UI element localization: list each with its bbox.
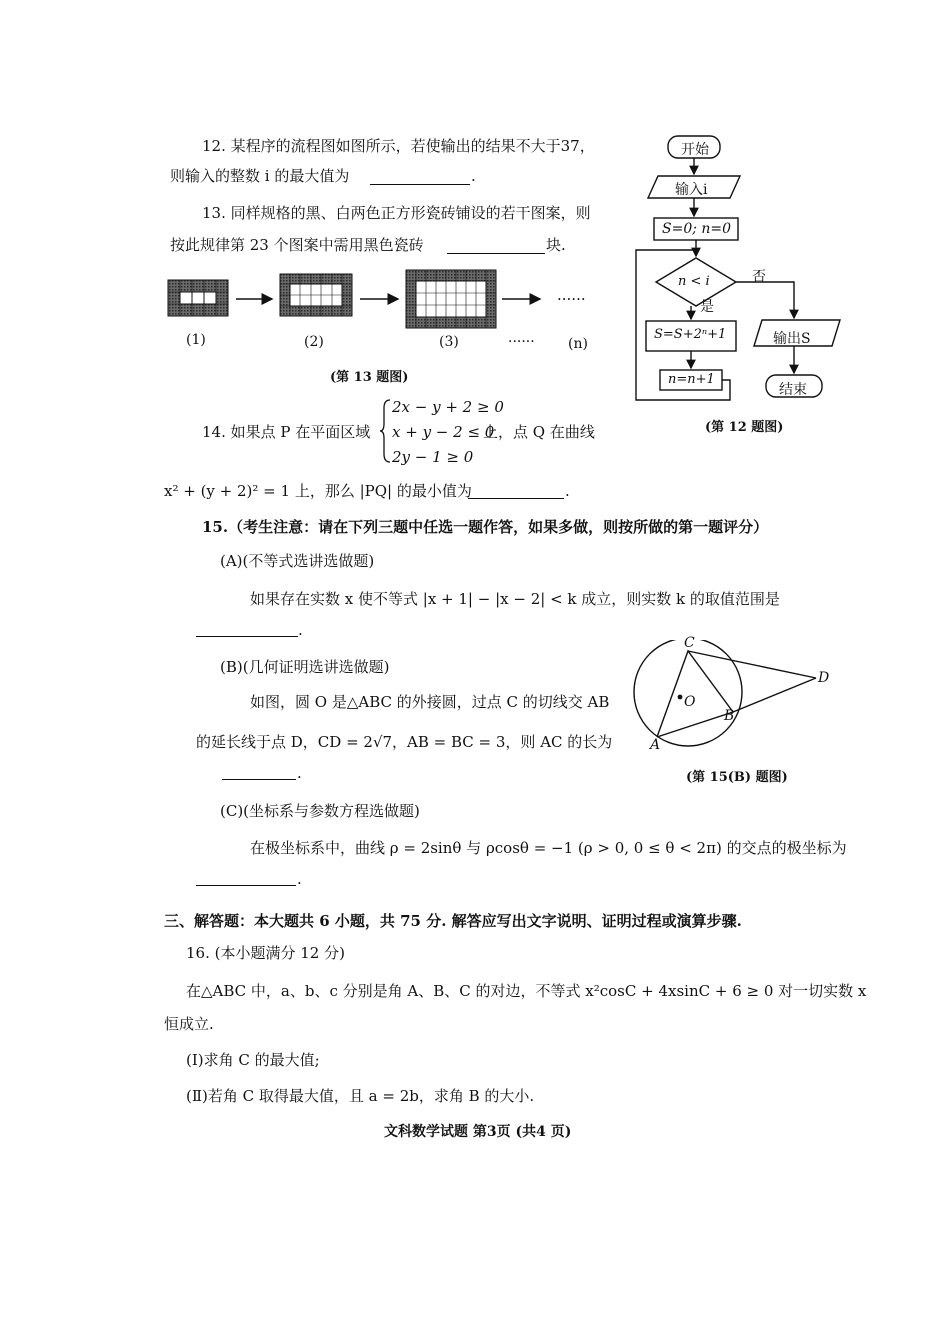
tile-pattern-3 <box>406 270 496 328</box>
flow-input-label: 输入i <box>675 182 708 198</box>
tile-dots: ······ <box>557 290 586 308</box>
fig-label-d: D <box>818 670 830 686</box>
flow-end-label: 结束 <box>779 382 807 398</box>
center-o-dot <box>678 695 683 700</box>
circle-geometry-figure <box>628 640 850 760</box>
fig-label-c: C <box>684 635 695 651</box>
q13-line2: 按此规律第 23 个图案中需用黑色瓷砖 <box>170 236 424 254</box>
q12-line1: 12. 某程序的流程图如图所示，若使输出的结果不大于37， <box>202 137 595 155</box>
q16-part1: (Ⅰ)求角 C 的最大值; <box>186 1051 320 1069</box>
q16-line1: 在△ABC 中，a、b、c 分别是角 A、B、C 的对边，不等式 x²cosC + 4xsinC + 6 ≥ 0 对一切实数 x <box>186 982 867 1000</box>
q15b-text1: 如图，圆 O 是△ABC 的外接圆，过点 C 的切线交 AB <box>250 693 610 711</box>
flow-update-s-label: S=S+2ⁿ+1 <box>654 327 727 342</box>
fig-label-a: A <box>650 737 661 753</box>
circumcircle <box>634 640 742 746</box>
q13-line1: 13. 同样规格的黑、白两色正方形瓷砖铺设的若干图案，则 <box>202 204 591 222</box>
tile-pattern-1 <box>168 280 228 316</box>
tile-label-dots: ······ <box>508 334 535 350</box>
q15b-caption: (第 15(B) 题图) <box>686 770 788 785</box>
q15a-end: . <box>298 621 303 639</box>
flow-no-label: 否 <box>752 269 766 285</box>
q15b-text2: 的延长线于点 D，CD = 2√7，AB = BC = 3，则 AC 的长为 <box>196 733 613 751</box>
flow-output-label: 输出S <box>773 331 811 347</box>
q14-system-1: 2x − y + 2 ≥ 0 <box>392 398 504 416</box>
q14-brace <box>380 398 392 464</box>
flow-update-n-label: n=n+1 <box>668 372 715 387</box>
q12-line2-end: . <box>471 167 476 185</box>
tile-label-1: (1) <box>186 332 206 348</box>
tile-label-3: (3) <box>439 334 459 350</box>
q15a-title: (A)(不等式选讲选做题) <box>220 552 375 570</box>
q12-answer-blank[interactable] <box>370 184 470 185</box>
fig-label-o: O <box>684 694 696 710</box>
page-footer: 文科数学试题 第3页 (共4 页) <box>384 1124 572 1140</box>
q15c-answer-blank[interactable] <box>196 885 296 886</box>
q13-answer-blank[interactable] <box>447 253 545 254</box>
q14-prefix: 14. 如果点 P 在平面区域 <box>202 423 371 441</box>
q16-line2: 恒成立. <box>164 1015 214 1033</box>
flow-start-label: 开始 <box>681 142 709 158</box>
q15b-title: (B)(几何证明选讲选做题) <box>220 658 390 676</box>
flowchart-caption: (第 12 题图) <box>705 420 784 435</box>
q12-line2: 则输入的整数 i 的最大值为 <box>170 167 350 185</box>
flow-init-label: S=0; n=0 <box>662 221 732 237</box>
flow-yes-label: 是 <box>700 299 714 315</box>
tile-label-2: (2) <box>304 334 324 350</box>
q16-title: 16. (本小题满分 12 分) <box>186 944 345 962</box>
segment-bd <box>733 678 816 712</box>
tile-pattern-2 <box>280 274 352 316</box>
tile-patterns-figure <box>160 268 620 338</box>
fig-label-b: B <box>724 708 735 724</box>
q15a-answer-blank[interactable] <box>196 636 298 637</box>
q15-note: 15.（考生注意：请在下列三题中任选一题作答，如果多做，则按所做的第一题评分） <box>202 518 769 536</box>
section3-title: 三、解答题：本大题共 6 小题，共 75 分. 解答应写出文字说明、证明过程或演算步骤. <box>164 912 742 930</box>
q15b-answer-blank[interactable] <box>222 779 296 780</box>
q13-line2-end: 块. <box>546 236 566 254</box>
q15a-text: 如果存在实数 x 使不等式 |x + 1| − |x − 2| < k 成立，则实数 k 的取值范围是 <box>250 590 780 608</box>
q16-part2: (Ⅱ)若角 C 取得最大值，且 a = 2b，求角 B 的大小. <box>186 1087 535 1105</box>
q15c-text: 在极坐标系中，曲线 ρ = 2sinθ 与 ρcosθ = −1 (ρ > 0, 0 ≤ θ < 2π) 的交点的极坐标为 <box>250 839 847 857</box>
q14-system-2: x + y − 2 ≤ 0 <box>392 423 495 441</box>
flow-condition-label: n < i <box>678 274 710 289</box>
q15c-title: (C)(坐标系与参数方程选做题) <box>220 802 420 820</box>
q13-caption: (第 13 题图) <box>330 370 409 385</box>
tangent-cd <box>688 651 816 678</box>
q14-answer-blank[interactable] <box>468 498 564 499</box>
q15b-end: . <box>297 764 302 782</box>
q14-suffix: 上，点 Q 在曲线 <box>483 423 595 441</box>
q14-system-3: 2y − 1 ≥ 0 <box>392 448 474 466</box>
q15c-end: . <box>297 870 302 888</box>
q14-line2: x² + (y + 2)² = 1 上，那么 |PQ| 的最小值为 <box>164 482 472 500</box>
flowchart-figure <box>628 130 850 410</box>
q14-line2-end: . <box>565 482 570 500</box>
tile-label-n: (n) <box>568 336 588 352</box>
